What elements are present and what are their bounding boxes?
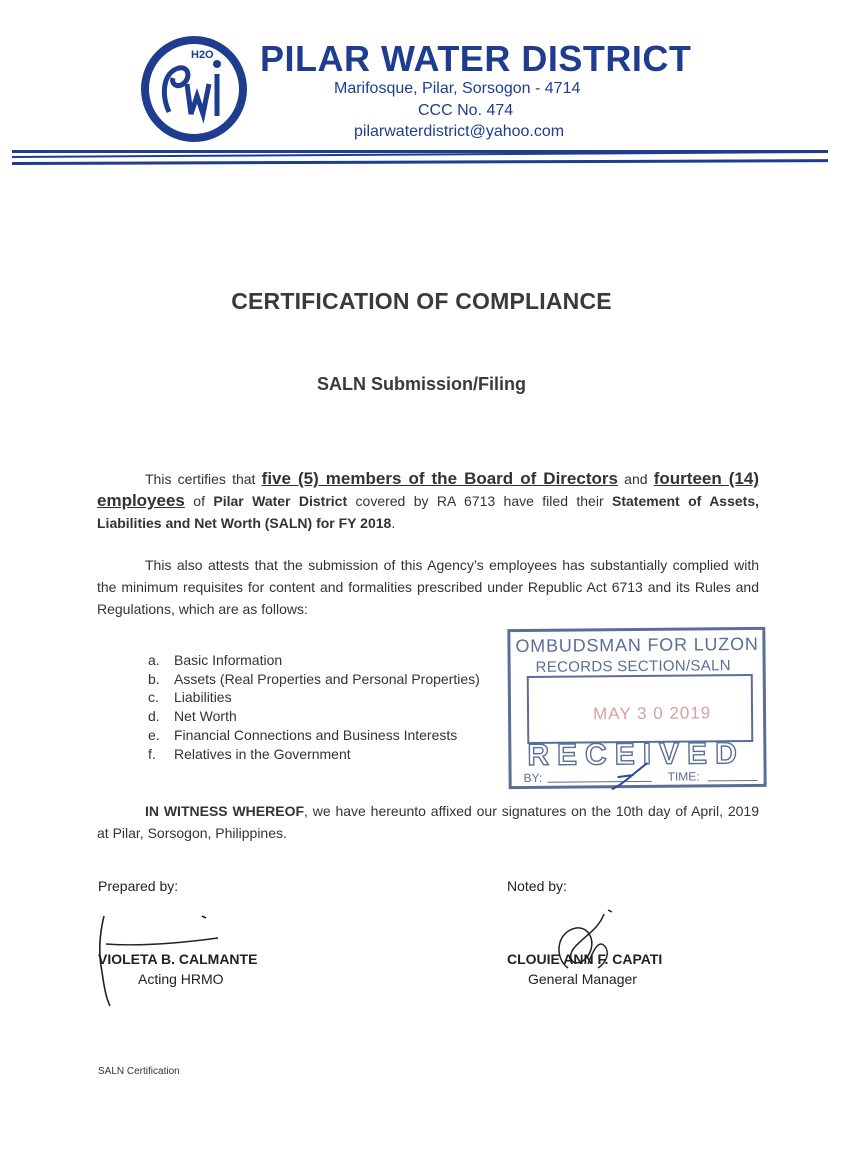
stamp-date: MAY 3 0 2019 <box>592 703 712 724</box>
p1-text-3: of <box>184 493 214 509</box>
preparer-title: Acting HRMO <box>138 971 224 987</box>
p1-text-2: and <box>617 471 654 487</box>
stamp-section: RECORDS SECTION/SALN <box>535 657 731 676</box>
list-item: b. Assets (Real Properties and Personal Properties) <box>148 670 480 687</box>
witness-paragraph <box>97 800 759 844</box>
organization-email: pilarwaterdistrict@yahoo.com <box>354 123 565 140</box>
list-item: c. Liabilities <box>148 689 232 706</box>
stamp-office: OMBUDSMAN FOR LUZON <box>515 633 759 657</box>
footer-label: SALN Certification <box>98 1066 180 1077</box>
attestation-text: This also attests that the submission of this Agency’s employees has substantially complied with the minimum requisites for content and formalities prescribed under Republic Act 6713 and its Rules and Regulations, which are as follows: <box>97 557 759 617</box>
stamp-received: RECEIVED <box>527 737 745 772</box>
list-item: d. Net Worth <box>148 708 237 725</box>
stamp-by-label: BY: <box>523 770 543 785</box>
agency-name: Pilar Water District <box>213 493 348 509</box>
board-members-count: five (5) members of the Board of Directors <box>261 469 618 488</box>
list-item: e. Financial Connections and Business Interests <box>148 726 458 743</box>
logo-text: H2O <box>191 49 214 61</box>
received-stamp <box>507 627 766 789</box>
p1-text-4: covered by RA 6713 have filed their <box>347 493 613 509</box>
header-rule-lower <box>12 159 828 165</box>
manager-name: CLOUIE ANN F. CAPATI <box>507 951 663 967</box>
document-subtitle: SALN Submission/Filing <box>316 374 526 394</box>
stamp-initial-mark <box>607 759 657 795</box>
saln-reference: Statement of Assets, Liabilities and Net Worth (SALN) for FY 2018 <box>97 493 759 531</box>
manager-title: General Manager <box>528 971 637 987</box>
noted-by-label: Noted by: <box>507 878 567 894</box>
employees-count: fourteen (14) employees <box>97 469 760 510</box>
p1-text-1: This certifies that <box>145 471 262 487</box>
stamp-time-label: TIME: <box>667 769 700 784</box>
witness-heading: IN WITNESS WHEREOF <box>145 803 305 819</box>
document-title: CERTIFICATION OF COMPLIANCE <box>231 288 612 314</box>
list-item: f. Relatives in the Government <box>148 745 351 762</box>
stamp-time-line <box>708 780 758 781</box>
list-item: a. Basic Information <box>148 652 283 668</box>
preparer-name: VIOLETA B. CALMANTE <box>98 951 258 967</box>
attestation-paragraph <box>97 554 759 620</box>
witness-text: , we have hereunto affixed our signatures on the 10th day of April, 2019 at Pilar, Sorsogon, Philippines. <box>97 803 759 841</box>
prepared-by-label: Prepared by: <box>98 878 179 894</box>
certification-paragraph <box>97 468 759 534</box>
requisites-list <box>148 651 480 763</box>
p1-text-5: . <box>391 515 396 531</box>
water-district-logo <box>139 34 249 144</box>
organization-name: PILAR WATER DISTRICT <box>260 38 692 79</box>
organization-address: Marifosque, Pilar, Sorsogon - 4714 <box>334 80 581 97</box>
organization-ccc: CCC No. 474 <box>418 102 514 119</box>
